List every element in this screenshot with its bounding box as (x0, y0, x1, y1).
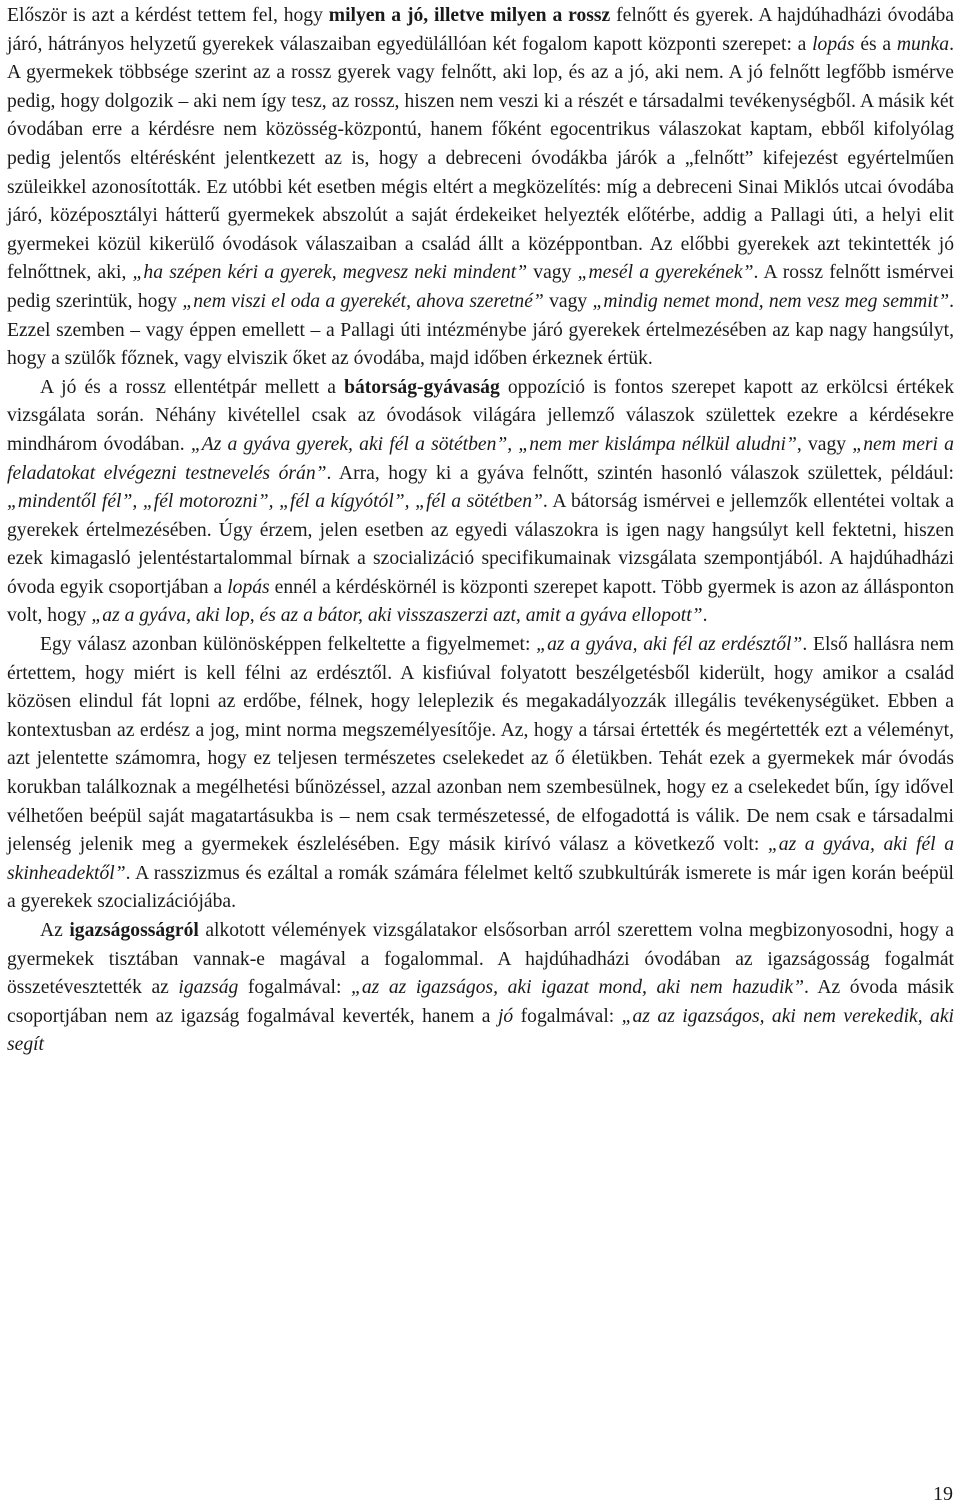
italic-quote: lopás (227, 576, 270, 598)
text-run: . Első hallásra nem értettem, hogy miért is kell félni az erdésztől. A kisfiúval folyatott beszélgetésből kiderült, hogy amikor a család közösen elindul fát lopni az erdőbe, félnek, hogy leleplezik és megakadályozzák illegális tevékenységüket. Ebben a kontextusban az erdész a jog, mint norma megszemélyesítője. Az, hogy a társai értették és megértették ezt a véleményt, azt jelentette számomra, hogy ez teljesen természetes cselekedet az ő életükben. Tehát ezek a gyermekek már óvodás korukban találkoznak a megélhetési bűnözéssel, azzal azonban nem szembesülnek, hogy ez a cselekedet bűn, így idővel vélhetően beépül saját magatartásukba is – nem csak természetessé, de elfogadottá is válik. De nem csak e társadalmi jelenség jelenik meg a gyermekek észlelésében. Egy másik kirívó válasz a következő volt: (7, 634, 954, 856)
text-run: vagy (543, 290, 593, 312)
italic-quote: „mesél a gyerekének” (577, 262, 754, 284)
text-run: . Az óvoda másik csoportjában nem az igazság fogalmával keverték, hanem a (7, 977, 955, 1027)
italic-quote: „nem meri a feladatokat elvégezni testnevelés órán” (7, 433, 954, 484)
body-text (7, 2, 954, 1060)
italic-quote: „az a gyáva, aki fél a skinheadektől” (7, 834, 954, 884)
paragraph (7, 2, 954, 374)
text-run: vagy (527, 262, 578, 284)
italic-quote: munka (896, 33, 950, 55)
italic-quote: lopás (812, 33, 855, 55)
text-run: . Arra, hogy ki a gyáva felnőtt, szintén hasonló válaszok születtek, például: (326, 462, 955, 484)
italic-quote: igazság (178, 977, 239, 999)
text-run: felnőtt és gyerek. A hajdúhadházi óvodába járó, hátrányos helyzetű gyerekek válaszaiban egyedülállóan két fogalom kapott központi szerepet: a (7, 5, 954, 55)
italic-quote: „ha szépen kéri a gyerek, megvesz neki mindent” (132, 262, 528, 284)
italic-quote: „nem viszi el oda a gyerekét, ahova szeretné” (182, 290, 544, 312)
italic-quote: „az az igazságos, aki igazat mond, aki nem hazudik” (350, 977, 805, 999)
italic-quote: „az az igazságos, aki nem verekedik, aki segít (7, 1005, 954, 1056)
text-run: . A bátorság ismérvei e jellemzők ellentétei voltak a gyerekek értelmezésében. Úgy érzem, jelen esetben az egyedi válaszokra is igen nagy hangsúlyt kell fektetni, hiszen ezek kimagasló jelentéstartalommal bírnak a szocializáció specifikumainak vizsgálata szempontjából. A hajdúhadházi óvoda egyik csoportjában a (7, 491, 954, 598)
paragraph (7, 631, 954, 917)
text-run: . A rossz felnőtt ismérvei pedig szerintük, hogy (7, 262, 954, 312)
text-run: . Ezzel szemben – vagy éppen emellett – a Pallagi úti intézménybe járó gyerekek értelmezésében az kap nagy hangsúlyt, hogy a szülők főznek, vagy elviszik őket az óvodába, majd időben érkeznek értük. (7, 290, 954, 370)
bold-term: milyen a jó, illetve milyen a rossz (328, 5, 611, 26)
text-run: fogalmával: (238, 977, 351, 999)
text-run: fogalmával: (513, 1005, 622, 1027)
text-run: . (702, 605, 708, 627)
paragraph (7, 374, 954, 631)
text-run: ennél a kérdéskörnél is központi szerepet kapott. Több gyermek is azon az állásponton volt, hogy (7, 576, 954, 627)
bold-term: bátorság-gyávaság (344, 376, 500, 398)
italic-quote: jó (497, 1005, 514, 1027)
text-run: . A rasszizmus és ezáltal a romák számára félelmet keltő szubkultúrák ismerete is már igen korán beépül a gyerekek szocializációjába. (7, 862, 954, 913)
text-run: és a (854, 33, 897, 55)
text-run: , vagy (796, 433, 853, 455)
italic-quote: „az a gyáva, aki fél az erdésztől” (536, 634, 803, 656)
text-run: oppozíció is fontos szerepet kapott az erkölcsi értékek vizsgálata során. Néhány kivétellel csak az óvodások világára jellemző válaszok születtek ezekre a kérdésekre mindhárom óvodában. (7, 376, 954, 455)
page-number: 19 (933, 1483, 953, 1506)
italic-quote: „az a gyáva, aki lop, és az a bátor, aki visszaszerzi azt, amit a gyáva ellopott” (91, 605, 703, 627)
text-run: A jó és a rossz ellentétpár mellett a (40, 376, 345, 398)
text-run: alkotott vélemények vizsgálatakor elsősorban arról szerettem volna megbizonyosodni, hogy a gyermekek tisztában vannak-e magával a fogalommal. A hajdúhadházi óvodában az igazságosság fogalmát összetévesztették az (7, 920, 954, 999)
text-run: Először is azt a kérdést tettem fel, hogy (7, 5, 329, 26)
text-run: Az (40, 920, 70, 941)
italic-quote: „Az a gyáva gyerek, aki fél a sötétben”, „nem mer kislámpa nélkül aludni” (190, 433, 797, 455)
italic-quote: „mindentől fél”, „fél motorozni”, „fél a kígyótól”, „fél a sötétben” (7, 491, 543, 513)
paragraph (7, 917, 954, 1060)
bold-term: igazságosságról (69, 920, 199, 941)
italic-quote: „mindig nemet mond, nem vesz meg semmit” (592, 290, 950, 312)
text-run: . A gyermekek többsége szerint az a rossz gyerek vagy felnőtt, aki lop, és az a jó, aki nem. A jó felnőtt legfőbb ismérve pedig, hogy dolgozik – aki nem így tesz, az rossz, hiszen nem veszi ki a részét e társadalmi tevékenységből. A másik két óvodában erre a kérdésre nem közösség-központú, hanem főként egocentrikus válaszokat kaptam, ebből kifolyólag pedig jelentős eltérésként jelentkezett az is, hogy a debreceni óvodákba járók a „felnőtt” kifejezést egyértelműen szüleikkel azonosították. Ez utóbbi két esetben mégis eltért a megközelítés: míg a debreceni Sinai Miklós utcai óvodába járó, középosztályi hátterű gyermekek abszolút a saját érdekeiket helyezték előtérbe, addig a Pallagi úti, a helyi elit gyermekei közül kikerülő óvodások válaszaiban a család állt a középpontban. Az előbbi gyerekek azt tekintették jó felnőttnek, aki, (7, 33, 954, 284)
text-run: Egy válasz azonban különösképpen felkeltette a figyelmemet: (40, 634, 537, 656)
